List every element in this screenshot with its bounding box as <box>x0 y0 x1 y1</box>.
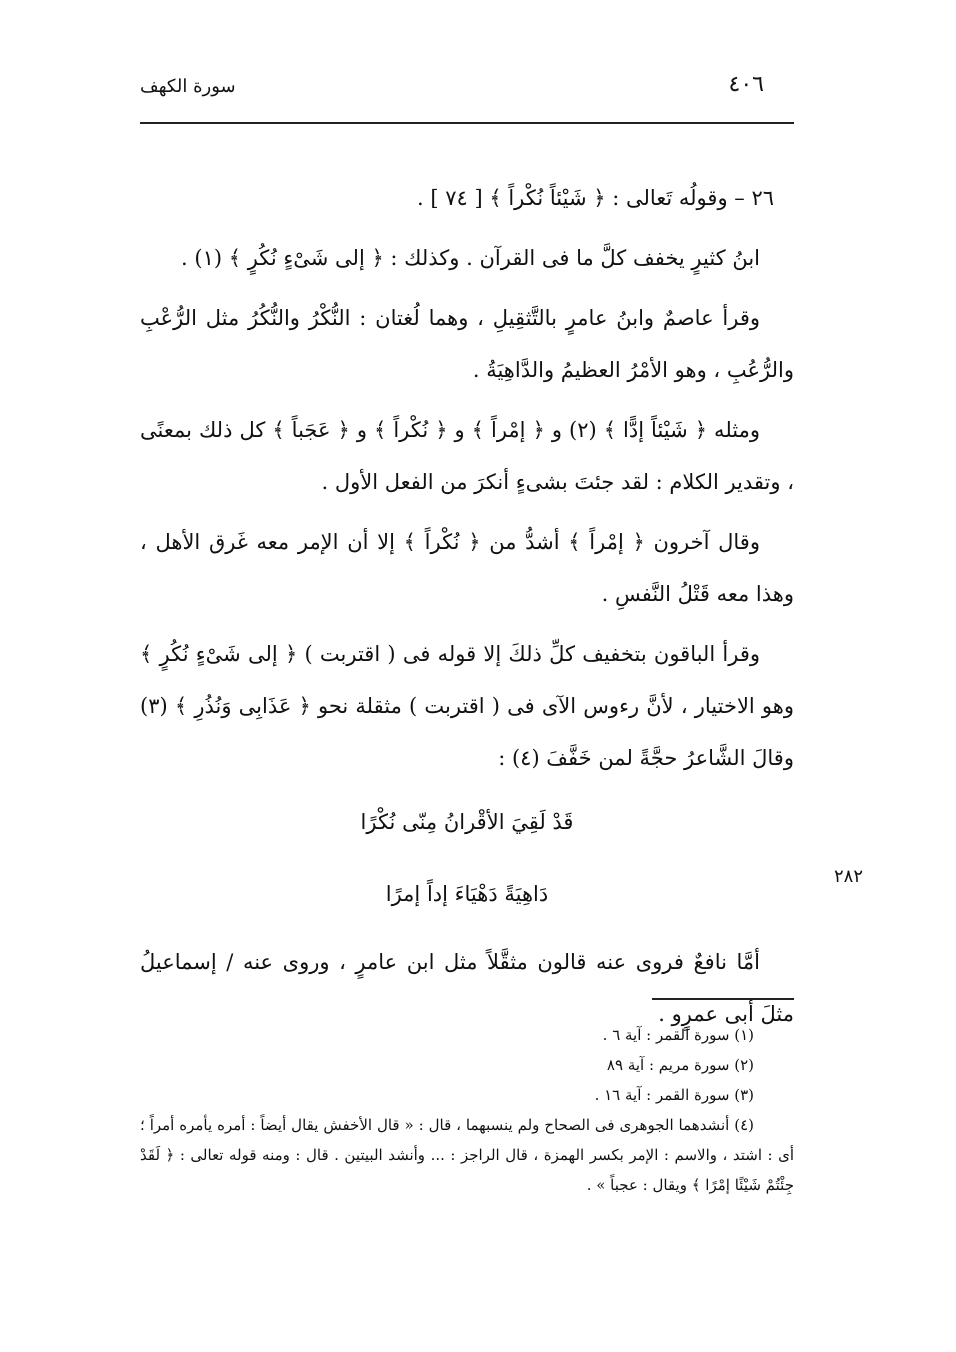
main-text <box>140 172 794 1048</box>
footnote-1: (١) سورة القمر : آية ٦ . <box>602 1026 754 1044</box>
footnote-4: (٤) أنشدهما الجوهرى فى الصحاح ولم ينسبهما ، قال : « قال الأخفش يقال أيضاً : أمره يأمره أمراً ؛ أى : اشتد ، والاسم : الإمر بكسر الهمزة ، قال الراجز : ... وأنشد البيتين . قال : ومنه قوله تعالى : ﴿ لَقَدْ جِئْتُمْ شَيْئًا إمْرًا ﴾ ويقال : عجباً » . <box>140 1116 794 1194</box>
paragraph-akharun: وقال آخرون ﴿ إمْراً ﴾ أشدُّ من ﴿ نُكْراً ﴾ إلا أن الإمر معه غَرق الأهل ، وهذا معه قَتْلُ النَّفسِ . <box>140 530 794 606</box>
paragraph-mithluhu: ومثله ﴿ شَيْئاً إدًّا ﴾ (٢) و ﴿ إمْراً ﴾ و ﴿ نُكْراً ﴾ و ﴿ عَجَباً ﴾ كل ذلك بمعنًى ، وتقدير الكلام : لقد جئتَ بشىءٍ أنكرَ من الفعل الأول . <box>140 418 794 494</box>
paragraph-ibn-kathir: ابنُ كثيرٍ يخفف كلَّ ما فى القرآن . وكذلك : ﴿ إلى شَىْءٍ نُكُرٍ ﴾ (١) . <box>181 246 760 270</box>
poem-line-1: قَدْ لَقِيَ الأقْرانُ مِنّى نُكْرًا <box>360 810 574 834</box>
footnote-rule <box>652 998 794 1000</box>
paragraph-al-baqun: وقرأ الباقون بتخفيف كلِّ ذلكَ إلا قوله فى ( اقتربت ) ﴿ إلى شَىْءٍ نُكُرٍ ﴾ وهو الاختيار ، لأنَّ رءوس الآى فى ( اقتربت ) مثقلة نحو ﴿ عَذَابِى وَنُذُرِ ﴾ (٣) وقالَ الشَّاعرُ حجَّةً لمن خَفَّفَ (٤) : <box>140 642 794 770</box>
running-header-title: سورة الكهف <box>140 76 236 97</box>
footnote-2: (٢) سورة مريم : آية ٨٩ <box>606 1056 754 1074</box>
footnotes <box>140 1020 794 1200</box>
paragraph-verse-26: ٢٦ – وقولُه تَعالى : ﴿ شَيْئاً نُكْراً ﴾ [ ٧٤ ] . <box>417 186 774 210</box>
header-rule <box>140 122 794 124</box>
poem-line-2: دَاهِيَةً دَهْيَاءَ إداً إمرًا <box>385 882 549 906</box>
margin-manuscript-number: ٢٨٢ <box>834 866 864 887</box>
page-number: ٤٠٦ <box>728 72 764 97</box>
paragraph-nafi: أمَّا نافعٌ فروى عنه قالون مثقَّلاً مثل ابن عامرٍ ، وروى عنه / إسماعيلُ مثلَ أبى عمرٍو . <box>140 950 794 1026</box>
footnote-3: (٣) سورة القمر : آية ١٦ . <box>594 1086 754 1104</box>
paragraph-asim: وقرأ عاصمٌ وابنُ عامرٍ بالتَّثقِيلِ ، وهما لُغتان : النُّكْرُ والنُّكُرُ مثل الرُّعْبِ والرُّعُبِ ، وهو الأمْرُ العظيمُ والدَّاهِيَةُ . <box>140 306 794 382</box>
